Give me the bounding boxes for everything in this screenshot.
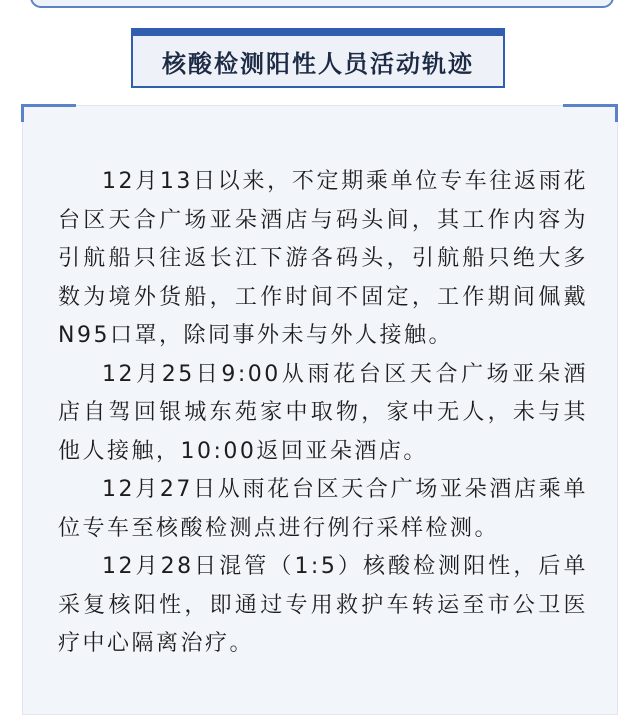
panel-corner-top-right	[563, 104, 617, 107]
article-body	[58, 163, 588, 664]
panel-corner-top-right-vertical	[615, 104, 618, 122]
paragraph-dec-27: 12月27日从雨花台区天合广场亚朵酒店乘单位专车至核酸检测点进行例行采样检测。	[58, 477, 588, 541]
panel-corner-top-left	[22, 104, 76, 107]
paragraph-dec-13: 12月13日以来，不定期乘单位专车往返雨花台区天合广场亚朵酒店与码头间，其工作内容为引航船只往返长江下游各码头，引航船只绝大多数为境外货船，工作时间不固定，工作期间佩戴N95口罩，除同事外未与外人接触。	[58, 169, 588, 348]
paragraph-dec-25: 12月25日9:00从雨花台区天合广场亚朵酒店自驾回银城东苑家中取物，家中无人，未与其他人接触，10:00返回亚朵酒店。	[58, 361, 588, 464]
title-banner	[131, 34, 505, 88]
panel-corner-top-left-vertical	[21, 104, 24, 122]
paragraph-dec-28: 12月28日混管（1:5）核酸检测阳性，后单采复核阳性，即通过专用救护车转运至市公卫医疗中心隔离治疗。	[58, 554, 588, 656]
top-decorative-strip	[30, 0, 614, 8]
page-title: 核酸检测阳性人员活动轨迹	[162, 49, 474, 78]
